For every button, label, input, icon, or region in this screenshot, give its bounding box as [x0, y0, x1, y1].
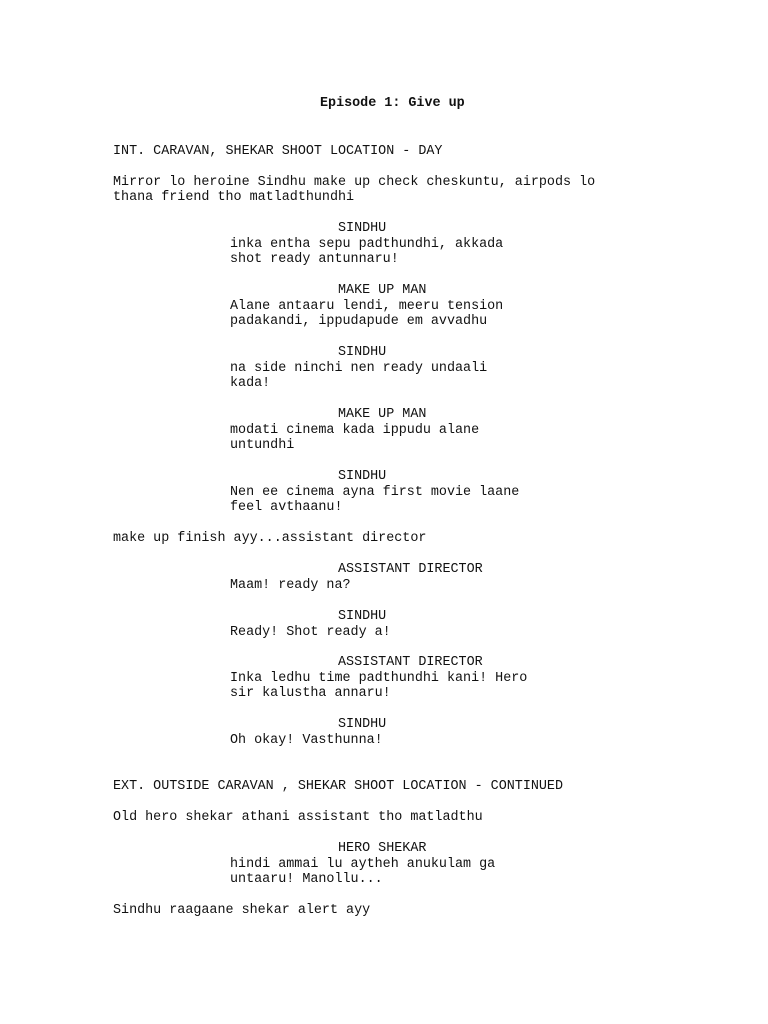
dialogue-line: kada! — [230, 376, 271, 391]
dialogue-line: Alane antaaru lendi, meeru tension — [230, 299, 504, 314]
character-name: SINDHU — [338, 609, 387, 624]
character-name: MAKE UP MAN — [338, 283, 427, 298]
character-name: SINDHU — [338, 345, 387, 360]
character-name: MAKE UP MAN — [338, 407, 427, 422]
dialogue-line: Maam! ready na? — [230, 578, 351, 593]
dialogue-line: untaaru! Manollu... — [230, 872, 383, 887]
episode-title: Episode 1: Give up — [320, 96, 465, 111]
dialogue-line: na side ninchi nen ready undaali — [230, 361, 488, 376]
dialogue-line: Inka ledhu time padthundhi kani! Hero — [230, 671, 528, 686]
dialogue-line: padakandi, ippudapude em avvadhu — [230, 314, 488, 329]
dialogue-line: inka entha sepu padthundhi, akkada — [230, 237, 504, 252]
character-name: SINDHU — [338, 717, 387, 732]
action-line: Mirror lo heroine Sindhu make up check cheskuntu, airpods lo — [113, 175, 596, 190]
character-name: SINDHU — [338, 221, 387, 236]
character-name: ASSISTANT DIRECTOR — [338, 562, 483, 577]
dialogue-line: Oh okay! Vasthunna! — [230, 733, 383, 748]
dialogue-line: Nen ee cinema ayna first movie laane — [230, 485, 520, 500]
scene-heading: EXT. OUTSIDE CARAVAN , SHEKAR SHOOT LOCATION - CONTINUED — [113, 779, 563, 794]
action-line: make up finish ayy...assistant director — [113, 531, 427, 546]
scene-heading: INT. CARAVAN, SHEKAR SHOOT LOCATION - DAY — [113, 144, 443, 159]
action-line: Sindhu raagaane shekar alert ayy — [113, 903, 371, 918]
character-name: HERO SHEKAR — [338, 841, 427, 856]
dialogue-line: untundhi — [230, 438, 295, 453]
dialogue-line: hindi ammai lu aytheh anukulam ga — [230, 857, 496, 872]
dialogue-line: feel avthaanu! — [230, 500, 343, 515]
character-name: SINDHU — [338, 469, 387, 484]
action-line: Old hero shekar athani assistant tho matladthu — [113, 810, 483, 825]
dialogue-line: Ready! Shot ready a! — [230, 625, 391, 640]
dialogue-line: sir kalustha annaru! — [230, 686, 391, 701]
action-line: thana friend tho matladthundhi — [113, 190, 355, 205]
character-name: ASSISTANT DIRECTOR — [338, 655, 483, 670]
dialogue-line: shot ready antunnaru! — [230, 252, 399, 267]
dialogue-line: modati cinema kada ippudu alane — [230, 423, 480, 438]
